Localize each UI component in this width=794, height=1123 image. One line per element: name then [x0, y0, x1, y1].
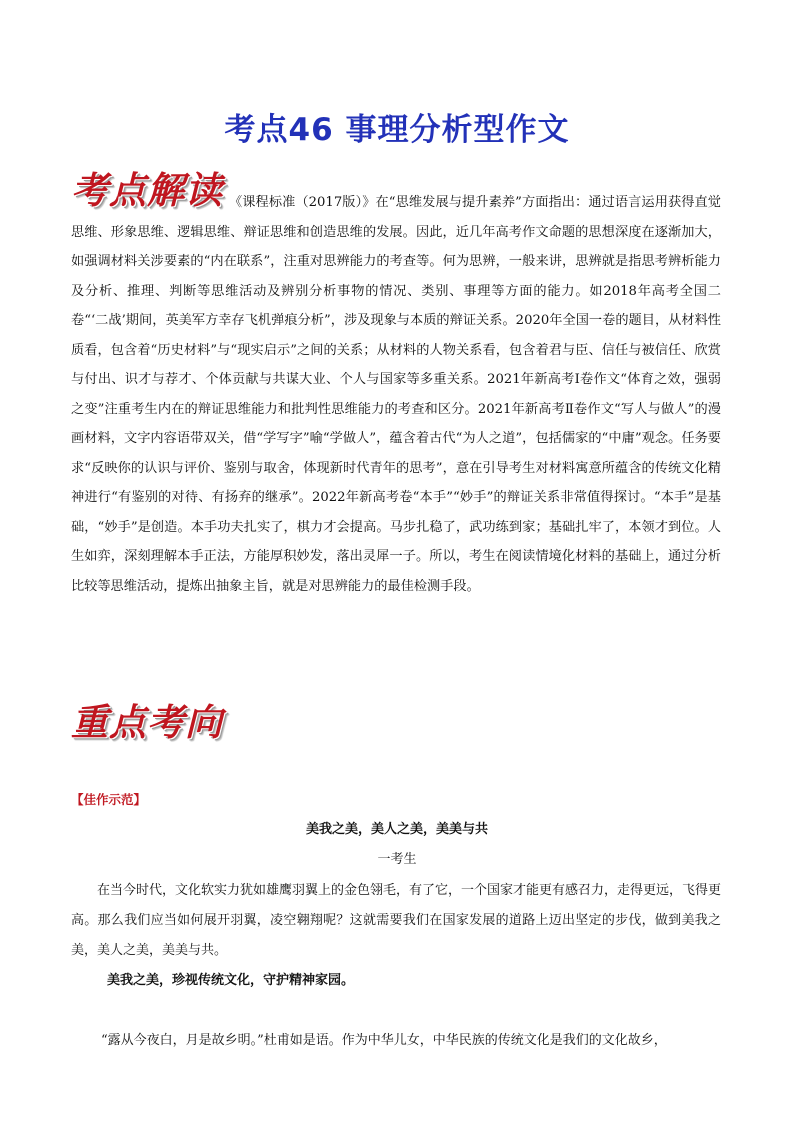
section-heading-kaodian-jiedu: 考点解读: [71, 169, 223, 212]
essay-paragraph: 美我之美，珍视传统文化，守护精神家园。: [107, 973, 355, 988]
essay-paragraph: 在当今时代，文化软实力犹如雄鹰羽翼上的金色翎毛，有了它，一个国家才能更有感召力，走得更远，飞得更高。那么我们应当如何展开羽翼，凌空翱翔呢？这就需要我们在国家发展的道路上迈出坚定的步伐，做到美我之美，美人之美，美美与共。: [71, 883, 722, 958]
essay-paragraph: “露从今夜白，月是故乡明。”杜甫如是语。作为中华儿女，中华民族的传统文化是我们的文化故乡，: [101, 1033, 667, 1048]
example-tag: 【佳作示范】: [71, 792, 147, 807]
interpretation-paragraph: 《课程标准（2017版）》在“思维发展与提升素养”方面指出：通过语言运用获得直觉思维、形象思维、逻辑思维、辩证思维和创造思维的发展。因此，近几年高考作文命题的思想深度在逐渐加大，如强调材料关涉要素的“内在联系”，注重对思辨能力的考查等。何为思辨，一般来讲，思辨就是指思考辨析能力及分析、推理、判断等思维活动及辨别分析事物的情况、类别、事理等方面的能力。如2018年高考全国二卷“‘二战’期间，英美军方幸存飞机弹痕分析”，涉及现象与本质的辩证关系。2020年全国一卷的题目，从材料性质看，包含着“历史材料”与“现实启示”之间的关系；从材料的人物关系看，包含着君与臣、信任与被信任、欣赏与付出、识才与荐才、个体贡献与共谋大业、个人与国家等多重关系。2021年新高考I卷作文“体育之效，强弱之变”注重考生内在的辩证思维能力和批判性思维能力的考查和区分。2021年新高考Ⅱ卷作文“写人与做人”的漫画材料，文字内容语带双关，借“学写字”喻“学做人”，蕴含着古代“为人之道”，包括儒家的“中庸”观念。任务要求“反映你的认识与评价、鉴别与取舍，体现新时代青年的思考”，意在引导考生对材料寓意所蕴含的传统文化精神进行“有鉴别的对待、有扬弃的继承”。2022年新高考卷“本手”“妙手”的辩证关系非常值得探讨。“本手”是基础，“妙手”是创造。本手功夫扎实了，棋力才会提高。马步扎稳了，武功练到家；基础扎牢了，本领才到位。人生如弈，深刻理解本手正法，方能厚积妙发，落出灵犀一子。所以，考生在阅读情境化材料的基础上，通过分析比较等思维活动，提炼出抽象主旨，就是对思辨能力的最佳检测手段。: [71, 195, 721, 594]
page-title: 考点46 事理分析型作文: [224, 112, 570, 148]
essay-author: 一考生: [377, 852, 417, 867]
essay-title: 美我之美，美人之美，美美与共: [305, 822, 488, 837]
section-heading-zhongdian-kaoxiang: 重点考向: [71, 701, 223, 744]
